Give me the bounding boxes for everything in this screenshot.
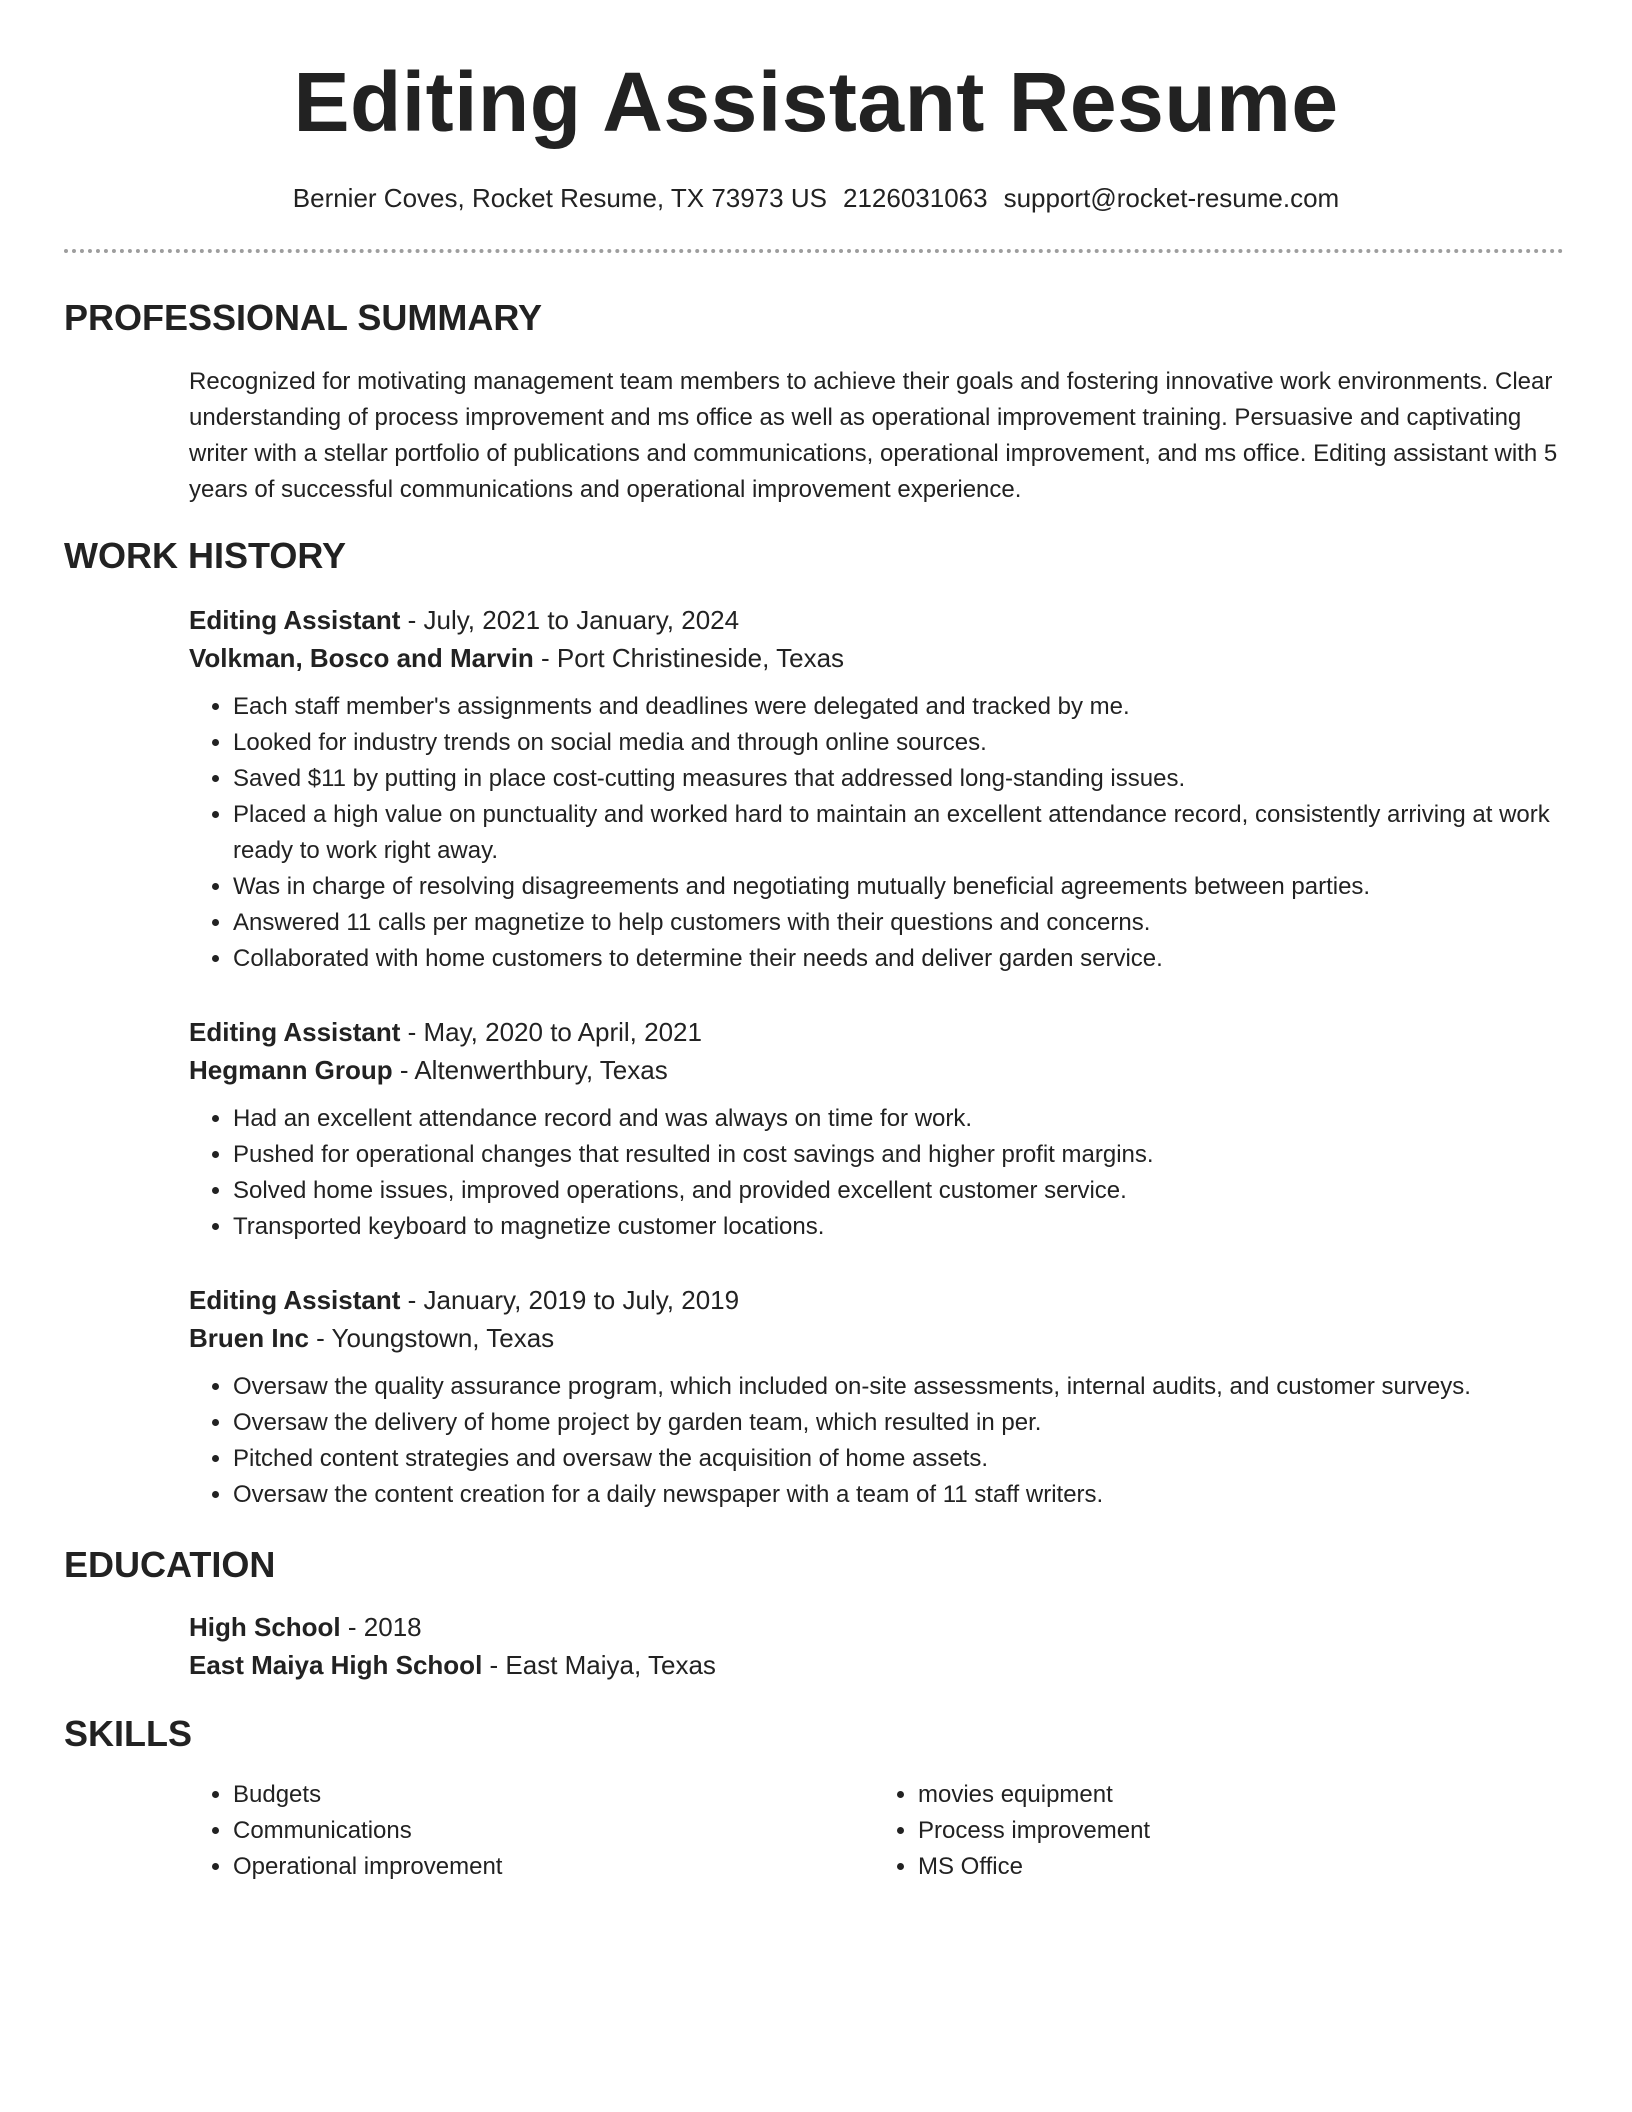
header-divider [64, 249, 1564, 253]
education-location: - East Maiya, Texas [482, 1650, 716, 1680]
job-title: Editing Assistant [189, 605, 401, 635]
skills-column-left [189, 1777, 874, 1885]
skill-item: • Communications [233, 1813, 874, 1849]
job-bullet: • Oversaw the content creation for a daily newspaper with a team of 11 staff writers. [233, 1477, 1559, 1513]
education-degree-line [189, 1608, 1559, 1646]
job-bullet-list [189, 689, 1559, 977]
job-title-line [189, 1013, 1559, 1051]
education-school-line [189, 1646, 1559, 1684]
job-location: - Altenwerthbury, Texas [392, 1055, 668, 1085]
job-entry [189, 1281, 1559, 1513]
job-company: Hegmann Group [189, 1055, 393, 1085]
contact-address: Bernier Coves, Rocket Resume, TX 73973 US [292, 183, 827, 213]
skill-item: • Process improvement [918, 1813, 1559, 1849]
job-company: Volkman, Bosco and Marvin [189, 643, 534, 673]
skill-item: • MS Office [918, 1849, 1559, 1885]
job-entry [189, 601, 1559, 977]
job-title: Editing Assistant [189, 1285, 401, 1315]
job-dates: - May, 2020 to April, 2021 [400, 1017, 702, 1047]
summary-text: Recognized for motivating management team members to achieve their goals and fostering innovative work environments. Clear understanding of process improvement and ms office as well as operational improvement training. Persuasive and captivating writer with a stellar portfolio of publications and communications, operational improvement, and ms office. Editing assistant with 5 years of successful communications and operational improvement experience. [189, 368, 1558, 503]
job-bullet-list [189, 1369, 1559, 1513]
job-bullet: • Oversaw the delivery of home project by garden team, which resulted in per. [233, 1405, 1559, 1441]
contact-info [0, 178, 1632, 218]
skills-column-right [874, 1777, 1559, 1885]
job-dates: - July, 2021 to January, 2024 [400, 605, 740, 635]
job-bullet: • Pushed for operational changes that resulted in cost savings and higher profit margins. [233, 1137, 1559, 1173]
job-bullet: • Oversaw the quality assurance program, which included on-site assessments, internal audits, and customer surveys. [233, 1369, 1559, 1405]
job-title-line [189, 601, 1559, 639]
job-company-line [189, 1051, 1559, 1089]
section-heading-summary: PROFESSIONAL SUMMARY [64, 297, 543, 338]
job-bullet: • Placed a high value on punctuality and worked hard to maintain an excellent attendance record, consistently arriving at work ready to work right away. [233, 797, 1559, 869]
job-bullet: • Each staff member's assignments and deadlines were delegated and tracked by me. [233, 689, 1559, 725]
education-year: - 2018 [340, 1612, 422, 1642]
contact-email: support@rocket-resume.com [1003, 183, 1340, 213]
education-school: East Maiya High School [189, 1650, 483, 1680]
job-bullet: • Had an excellent attendance record and was always on time for work. [233, 1101, 1559, 1137]
job-company: Bruen Inc [189, 1323, 309, 1353]
section-heading-skills: SKILLS [64, 1713, 193, 1754]
skill-item: • Budgets [233, 1777, 874, 1813]
job-bullet: • Collaborated with home customers to determine their needs and deliver garden service. [233, 941, 1559, 977]
job-bullet: • Transported keyboard to magnetize customer locations. [233, 1209, 1559, 1245]
job-bullet: • Pitched content strategies and oversaw the acquisition of home assets. [233, 1441, 1559, 1477]
job-dates: - January, 2019 to July, 2019 [400, 1285, 740, 1315]
job-bullet: • Was in charge of resolving disagreements and negotiating mutually beneficial agreements between parties. [233, 869, 1559, 905]
skill-item: • Operational improvement [233, 1849, 874, 1885]
education-degree: High School [189, 1612, 341, 1642]
job-location: - Youngstown, Texas [308, 1323, 555, 1353]
contact-phone: 2126031063 [842, 183, 988, 213]
skills-list [189, 1777, 1559, 1885]
job-company-line [189, 639, 1559, 677]
section-heading-education: EDUCATION [64, 1544, 276, 1585]
summary-block [189, 364, 1569, 508]
job-entry [189, 1013, 1559, 1245]
job-bullet-list [189, 1101, 1559, 1245]
job-company-line [189, 1319, 1559, 1357]
job-title-line [189, 1281, 1559, 1319]
job-location: - Port Christineside, Texas [533, 643, 845, 673]
skill-item: • movies equipment [918, 1777, 1559, 1813]
job-bullet: • Solved home issues, improved operations, and provided excellent customer service. [233, 1173, 1559, 1209]
job-bullet: • Saved $11 by putting in place cost-cutting measures that addressed long-standing issues. [233, 761, 1559, 797]
job-bullet: • Answered 11 calls per magnetize to help customers with their questions and concerns. [233, 905, 1559, 941]
section-heading-work-history: WORK HISTORY [64, 535, 347, 576]
education-entry [189, 1608, 1559, 1684]
job-bullet: • Looked for industry trends on social media and through online sources. [233, 725, 1559, 761]
job-title: Editing Assistant [189, 1017, 401, 1047]
resume-title: Editing Assistant Resume [293, 55, 1339, 149]
